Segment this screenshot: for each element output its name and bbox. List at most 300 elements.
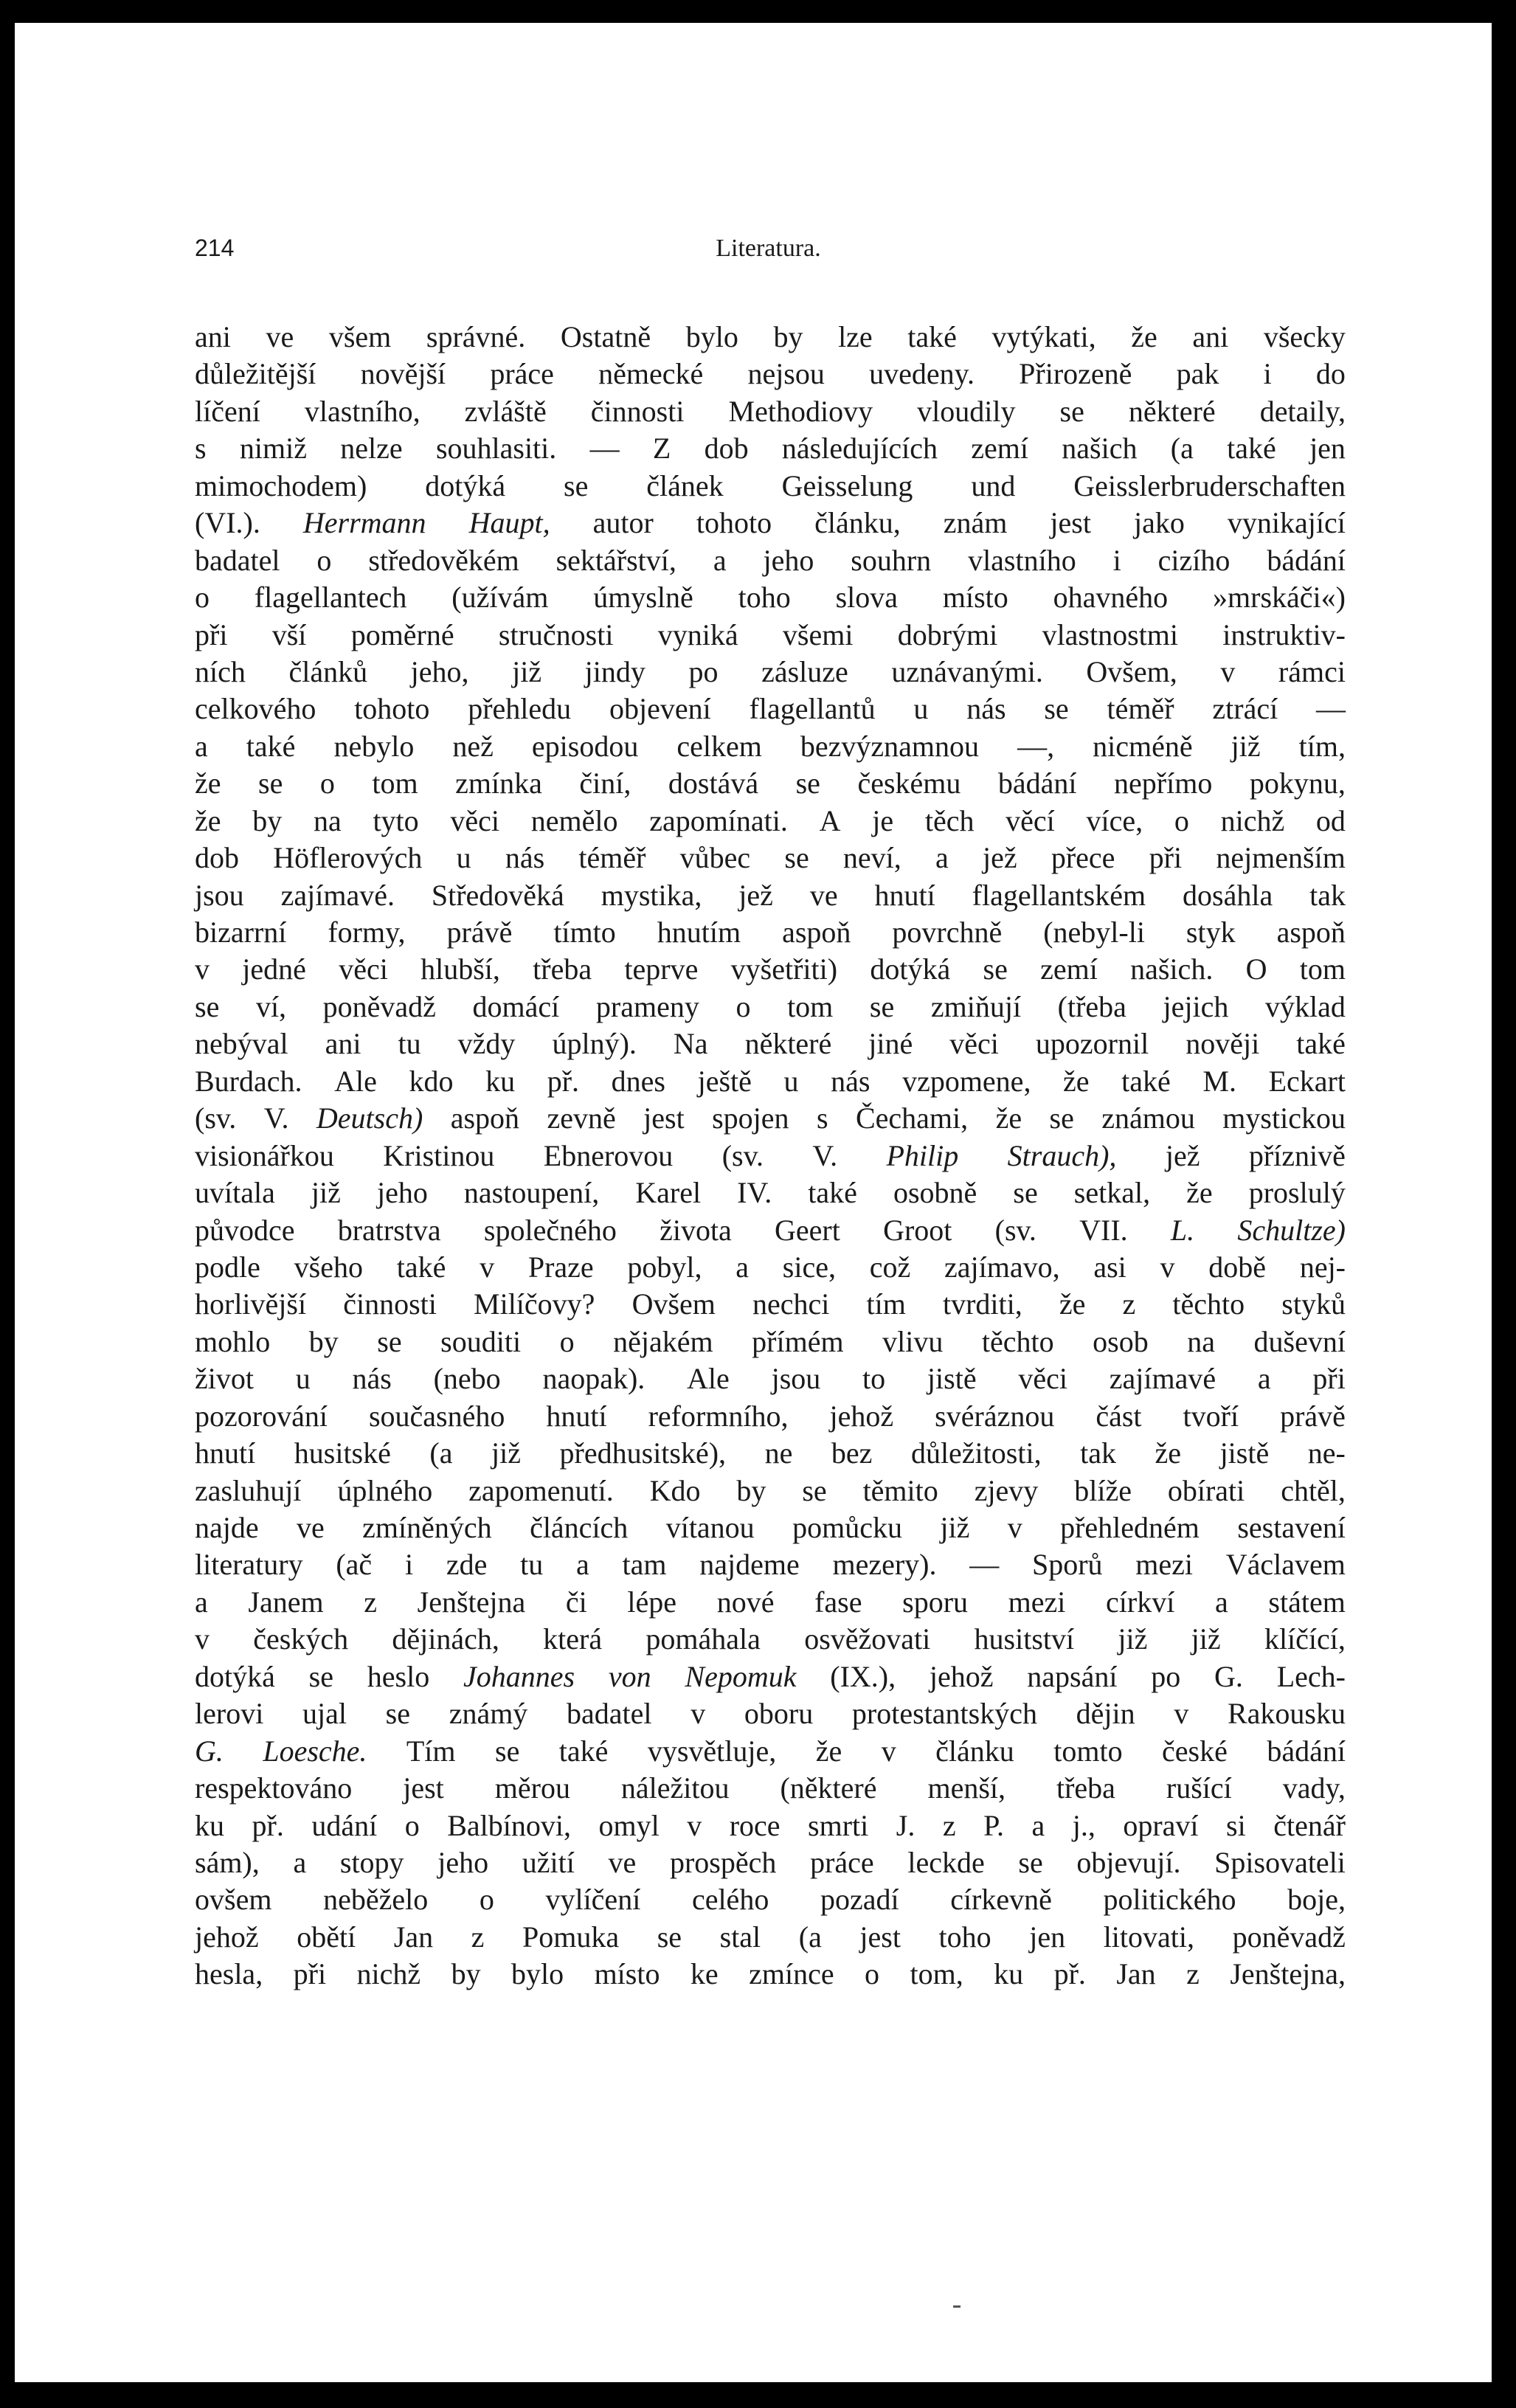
word: omyl: [598, 1808, 660, 1842]
word: M.: [1202, 1064, 1236, 1098]
word: se: [377, 1324, 402, 1358]
word: styků: [1281, 1287, 1346, 1321]
word: jistě: [927, 1362, 977, 1396]
word: se: [1059, 394, 1084, 428]
word: nichž: [1220, 803, 1285, 837]
word: článku: [935, 1734, 1014, 1768]
word: celkového: [195, 692, 316, 726]
word: jest: [403, 1771, 444, 1805]
word: mimochodem): [195, 468, 367, 502]
text-line: [195, 1844, 1346, 1881]
speck-mark: [953, 2305, 961, 2308]
word: již: [311, 1176, 341, 1210]
word: nějakém: [613, 1324, 713, 1358]
text-line: [195, 1509, 1346, 1546]
word: známý: [449, 1697, 528, 1731]
word: vyniká: [657, 617, 738, 651]
word: —: [1316, 692, 1346, 726]
word: důležitosti,: [910, 1436, 1042, 1470]
word: nepřímo: [1114, 767, 1213, 800]
word: VII.: [1079, 1213, 1128, 1247]
word: prospěch: [669, 1845, 777, 1879]
word: mezery).: [832, 1548, 937, 1582]
word: se: [495, 1734, 520, 1768]
word: Lech-: [1276, 1659, 1346, 1693]
word: právě: [446, 916, 513, 949]
text-line: [195, 319, 1346, 356]
word: třeba: [533, 952, 592, 986]
word: oboru: [744, 1697, 814, 1731]
word: Methodiovy: [728, 394, 873, 428]
word: najdeme: [699, 1548, 800, 1582]
word: v: [687, 1808, 702, 1842]
word: sice,: [782, 1250, 836, 1284]
word: jež: [738, 878, 773, 912]
word: napsání: [1027, 1659, 1118, 1693]
word: že: [1059, 1287, 1086, 1321]
text-line: [195, 1584, 1346, 1621]
text-line: [195, 468, 1346, 505]
word: Milíčovy?: [474, 1287, 595, 1321]
word: ku: [195, 1808, 224, 1842]
word: menší,: [927, 1771, 1006, 1805]
word: jen: [1309, 432, 1346, 466]
word: hnutí: [874, 878, 935, 912]
word: pak: [1176, 357, 1219, 391]
page-number: 214: [195, 235, 235, 261]
word: zmínka: [455, 767, 542, 800]
word: ani: [325, 1027, 361, 1061]
word: vady,: [1282, 1771, 1346, 1805]
word: sestavení: [1237, 1511, 1346, 1544]
word: (sv.: [994, 1213, 1036, 1247]
word: tom: [372, 767, 418, 800]
text-line: [195, 1658, 1346, 1695]
word: Na: [673, 1027, 708, 1061]
word: nejmenším: [1216, 841, 1346, 875]
word: zvláště: [464, 394, 547, 428]
word: úplný).: [552, 1027, 637, 1061]
word: v: [1007, 1511, 1022, 1544]
word: důležitější: [195, 357, 316, 391]
word: nej-: [1299, 1250, 1346, 1284]
word: vůbec: [679, 841, 751, 875]
word: z: [942, 1808, 956, 1842]
text-line: [195, 765, 1346, 802]
word: českému: [857, 767, 961, 800]
word: —,: [1017, 729, 1055, 763]
word: či: [565, 1585, 587, 1619]
word: v: [690, 1697, 706, 1731]
word: a: [1031, 1808, 1045, 1842]
word: neví,: [842, 841, 901, 875]
word: než: [452, 729, 494, 763]
text-line: [195, 1360, 1346, 1397]
word: nelze: [340, 432, 403, 466]
word: smrti: [808, 1808, 869, 1842]
word: by: [252, 803, 283, 837]
word: věcí: [1006, 803, 1055, 837]
word: osvěžovati: [804, 1622, 931, 1656]
word: se: [795, 767, 820, 800]
word: J.: [896, 1808, 916, 1842]
word: u: [913, 692, 929, 726]
word: jen: [1029, 1920, 1066, 1954]
word: v: [1220, 654, 1236, 688]
word: dotýká: [425, 468, 506, 502]
word: již: [1191, 1622, 1221, 1656]
word: detaily,: [1259, 394, 1346, 428]
word: celkem: [676, 729, 762, 763]
word: s: [195, 432, 207, 466]
word: se: [983, 952, 1008, 986]
word: se: [1018, 1845, 1043, 1879]
word: o: [559, 1324, 575, 1358]
word: V.: [812, 1138, 838, 1172]
word: proslulý: [1248, 1176, 1346, 1210]
word: Geisslerbruderschaften: [1073, 468, 1346, 502]
word: obírati: [1167, 1473, 1245, 1507]
word: vší: [271, 617, 307, 651]
word: (a: [798, 1920, 822, 1954]
text-line: [195, 1733, 1346, 1770]
word: jeho: [763, 543, 814, 577]
word: najde: [195, 1511, 259, 1544]
text-line: [195, 1807, 1346, 1844]
page-header: [195, 235, 1342, 264]
text-line: [195, 617, 1346, 654]
word: článek: [646, 468, 724, 502]
word: zapomínati.: [649, 803, 788, 837]
word: Höflerových: [273, 841, 423, 875]
word: že: [815, 1734, 842, 1768]
word: nechci: [752, 1287, 830, 1321]
word: nás: [505, 841, 545, 875]
text-line: [195, 1621, 1346, 1658]
word: badatel: [567, 1697, 652, 1731]
word: (třeba: [1057, 989, 1126, 1023]
word: čtenář: [1273, 1808, 1346, 1842]
word: známou: [1101, 1101, 1195, 1135]
text-line: [195, 1473, 1346, 1509]
word: že: [1063, 1064, 1090, 1098]
word: tyto: [373, 803, 419, 837]
word: původce: [195, 1213, 295, 1247]
word: episodou: [531, 729, 639, 763]
word: době: [1208, 1250, 1267, 1284]
word: mohlo: [195, 1324, 271, 1358]
word: dob: [195, 841, 239, 875]
word: do: [1315, 357, 1346, 391]
word: souditi: [440, 1324, 522, 1358]
word: vlastního: [968, 543, 1076, 577]
word: Geisselung: [781, 468, 913, 502]
word: pobyl,: [627, 1250, 702, 1284]
word: již: [1231, 729, 1261, 763]
word: o: [1174, 803, 1189, 837]
word: Kristinou: [383, 1138, 495, 1172]
word: souhlasiti.: [435, 432, 557, 466]
text-line: [195, 393, 1346, 430]
text-line: [195, 1138, 1346, 1174]
word: poněvadž: [1232, 1920, 1346, 1954]
word: tak: [1309, 878, 1346, 912]
word: bádání: [997, 767, 1077, 800]
word: práce: [810, 1845, 874, 1879]
text-line: [195, 579, 1346, 616]
word: uznávanými.: [891, 654, 1043, 688]
word: spojen: [712, 1101, 789, 1135]
word: Ebnerovou: [543, 1138, 674, 1172]
word: bezvýznamnou: [800, 729, 980, 763]
word: husitské: [294, 1436, 391, 1470]
word: duševní: [1253, 1324, 1346, 1358]
word: Václavem: [1225, 1548, 1346, 1582]
word: uvedeny.: [869, 357, 975, 391]
word: jako: [1134, 506, 1185, 540]
word: vylíčení: [545, 1883, 641, 1917]
word: a: [195, 729, 208, 763]
word: ke: [690, 1957, 719, 1991]
word: na: [1187, 1324, 1216, 1358]
text-line: [195, 1546, 1346, 1583]
word: tu: [520, 1548, 544, 1582]
word: ne: [764, 1436, 793, 1470]
word: se: [1049, 1101, 1074, 1135]
word: se: [195, 989, 220, 1023]
word: kdo: [409, 1064, 454, 1098]
word: Ostatně: [560, 320, 651, 353]
word: vyšetřiti): [730, 952, 838, 986]
word: nichž: [356, 1957, 421, 1991]
word: Deutsch): [316, 1101, 423, 1135]
word: jehož: [195, 1920, 259, 1954]
word: Haupt,: [468, 506, 550, 540]
word: také: [1227, 432, 1276, 466]
word: vlivu: [882, 1324, 944, 1358]
word: tohoto: [354, 692, 430, 726]
word: těchto: [1172, 1287, 1245, 1321]
word: našich: [1062, 432, 1138, 466]
word: Rakousku: [1228, 1697, 1346, 1731]
word: bylo: [685, 320, 738, 353]
word: ujal: [302, 1697, 347, 1731]
word: př.: [252, 1808, 284, 1842]
word: života: [660, 1213, 732, 1247]
word: neběželo: [323, 1883, 429, 1917]
word: sektářství,: [555, 543, 676, 577]
word: nebýval: [195, 1027, 288, 1061]
word: uvítala: [195, 1176, 275, 1210]
text-line: [195, 1324, 1346, 1360]
word: boje,: [1287, 1883, 1346, 1917]
word: v: [195, 952, 210, 986]
word: svéráznou: [935, 1399, 1055, 1433]
word: flagellantech: [254, 581, 407, 615]
word: pomůcku: [792, 1511, 902, 1544]
word: Ovšem: [631, 1287, 716, 1321]
word: nebylo: [333, 729, 415, 763]
word: flagellantů: [749, 692, 876, 726]
word: aspoň: [782, 916, 851, 949]
word: klíčící,: [1264, 1622, 1346, 1656]
word: se: [385, 1697, 410, 1731]
word: naopak).: [542, 1362, 645, 1396]
word: ne-: [1307, 1436, 1346, 1470]
word: visionářkou: [195, 1138, 334, 1172]
word: litovati,: [1103, 1920, 1195, 1954]
word: věci: [450, 803, 500, 837]
word: ani: [195, 320, 231, 353]
word: dob: [704, 432, 749, 466]
word: stopy: [339, 1845, 404, 1879]
word: poněvadž: [322, 989, 436, 1023]
word: jež: [1165, 1138, 1200, 1172]
word: z: [471, 1920, 485, 1954]
word: jeho: [437, 1845, 489, 1879]
word: by: [773, 320, 803, 353]
word: užití: [522, 1845, 575, 1879]
word: dotýká: [195, 1659, 275, 1693]
word: jejich: [1163, 989, 1229, 1023]
word: literatury: [195, 1548, 303, 1582]
word: —: [969, 1548, 1000, 1582]
text-line: [195, 1286, 1346, 1323]
word: jiné: [868, 1027, 913, 1061]
word: je: [872, 803, 894, 837]
word: mystickou: [1222, 1101, 1346, 1135]
word: jeho,: [410, 654, 469, 688]
word: která: [543, 1622, 603, 1656]
word: dosáhla: [1183, 878, 1273, 912]
word: V.: [263, 1101, 289, 1135]
word: (užívám: [451, 581, 549, 615]
word: a: [293, 1845, 307, 1879]
word: bylo: [511, 1957, 564, 1991]
word: že: [1186, 1176, 1213, 1210]
word: náležitou: [620, 1771, 730, 1805]
word: zde: [446, 1548, 488, 1582]
word: nověji: [1186, 1027, 1260, 1061]
word: P.: [983, 1808, 1004, 1842]
word: úmyslně: [593, 581, 693, 615]
word: mezi: [1135, 1548, 1194, 1582]
word: bez: [831, 1436, 873, 1470]
word: Tím: [406, 1734, 456, 1768]
word: jest: [643, 1101, 685, 1135]
word: by: [736, 1473, 766, 1507]
word: v: [881, 1734, 896, 1768]
word: př.: [547, 1064, 580, 1098]
word: bizarrní: [195, 916, 287, 949]
word: správné.: [426, 320, 526, 353]
word: podle: [195, 1250, 260, 1284]
word: by: [451, 1957, 481, 1991]
word: církevně: [950, 1883, 1052, 1917]
word: leckde: [907, 1845, 985, 1879]
word: při: [1312, 1362, 1346, 1396]
text-line: [195, 1174, 1346, 1211]
body-text: [195, 319, 1346, 1993]
word: Burdach.: [195, 1064, 302, 1098]
word: současného: [368, 1399, 505, 1433]
word: jež: [983, 841, 1017, 875]
word: po: [688, 654, 719, 688]
word: téměř: [1107, 692, 1174, 726]
word: dobrými: [897, 617, 998, 651]
word: Ale: [334, 1064, 377, 1098]
word: roce: [729, 1808, 781, 1842]
word: rámci: [1278, 654, 1346, 688]
word: že: [995, 1101, 1022, 1135]
word: o: [735, 989, 751, 1023]
text-line: [195, 1398, 1346, 1435]
word: část: [1096, 1399, 1142, 1433]
word: zásluze: [761, 654, 848, 688]
word: Philip: [886, 1138, 959, 1172]
word: již: [940, 1511, 970, 1544]
word: —: [589, 432, 620, 466]
word: těch: [924, 803, 975, 837]
word: předhusitské),: [559, 1436, 727, 1470]
word: dějinách,: [392, 1622, 499, 1656]
word: dnes: [611, 1064, 665, 1098]
word: v: [480, 1250, 495, 1284]
word: osob: [1093, 1324, 1149, 1358]
word: objevují.: [1076, 1845, 1181, 1879]
word: respektováno: [195, 1771, 353, 1805]
word: německé: [598, 357, 704, 391]
word: Ovšem,: [1086, 654, 1177, 688]
word: Středověká: [431, 878, 564, 912]
word: cizího: [1157, 543, 1231, 577]
word: sporu: [902, 1585, 969, 1619]
word: L.: [1170, 1213, 1195, 1247]
word: vítanou: [665, 1511, 755, 1544]
word: pozadí: [820, 1883, 899, 1917]
word: ztrácí: [1212, 692, 1278, 726]
word: Přirozeně: [1019, 357, 1132, 391]
word: se: [802, 1473, 827, 1507]
word: (a: [429, 1436, 453, 1470]
word: českých: [253, 1622, 349, 1656]
word: Johannes: [463, 1659, 575, 1693]
word: se: [1013, 1176, 1038, 1210]
word: a: [195, 1585, 208, 1619]
word: objevení: [609, 692, 711, 726]
word: slova: [835, 581, 899, 615]
word: od: [1315, 803, 1346, 837]
word: všemi: [782, 617, 854, 651]
text-line: [195, 1063, 1346, 1100]
word: zajímavé: [1109, 1362, 1216, 1396]
word: instruktiv-: [1222, 617, 1346, 651]
word: O: [1245, 952, 1267, 986]
word: měrou: [494, 1771, 570, 1805]
word: rušící: [1166, 1771, 1232, 1805]
word: ještě: [697, 1064, 752, 1098]
word: všem: [328, 320, 392, 353]
word: pokynu,: [1249, 767, 1346, 800]
word: husitství: [974, 1622, 1075, 1656]
word: jehož: [929, 1659, 994, 1693]
word: a: [935, 841, 949, 875]
text-line: [195, 803, 1346, 840]
word: obětí: [297, 1920, 356, 1954]
word: z: [364, 1585, 377, 1619]
word: by: [308, 1324, 339, 1358]
word: již: [491, 1436, 522, 1470]
